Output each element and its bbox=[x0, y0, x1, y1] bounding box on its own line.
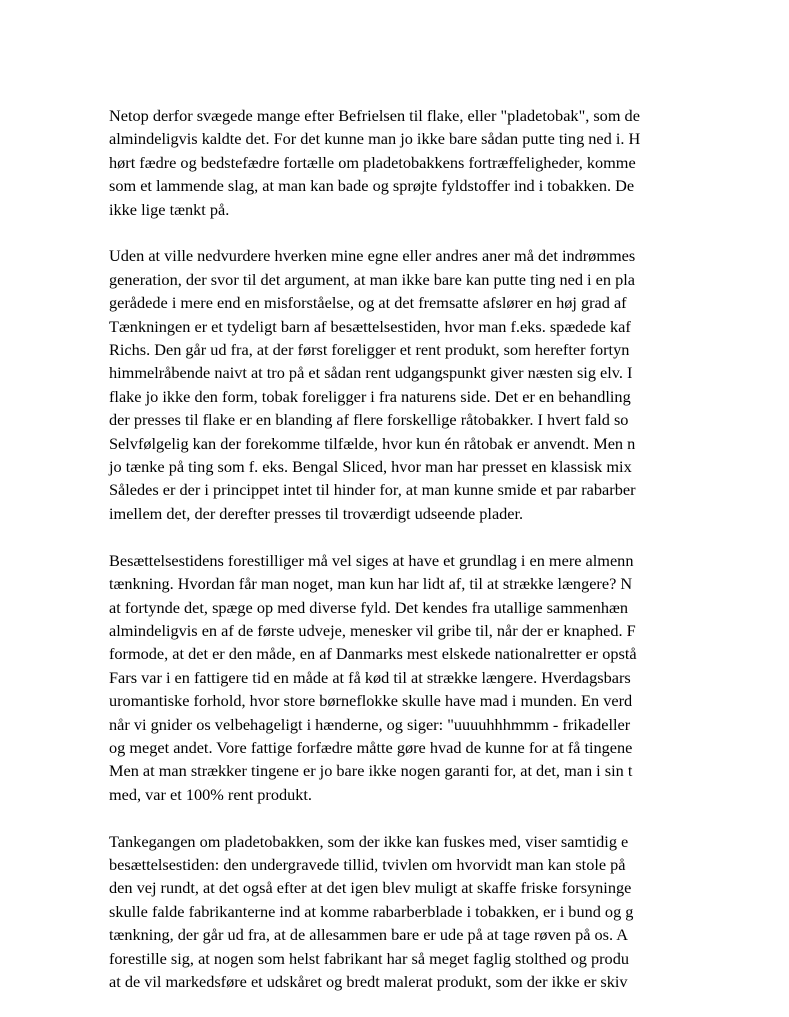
text-line: Men at man strækker tingene er jo bare ikke nogen garanti for, at det, man i sin t bbox=[109, 761, 633, 781]
text-line: flake jo ikke den form, tobak foreligger i fra naturens side. Det er en behandling bbox=[109, 386, 631, 406]
text-line: Uden at ville nedvurdere hverken mine egne eller andres aner må det indrømmes bbox=[109, 246, 636, 266]
text-line: når vi gnider os velbehageligt i hænderne, og siger: "uuuuhhhmmm - frikadeller bbox=[109, 714, 631, 734]
text-line: med, var et 100% rent produkt. bbox=[109, 784, 313, 804]
text-line: almindeligvis en af de første udveje, menesker vil gribe til, når der er knaphed. F bbox=[109, 620, 636, 640]
text-line: Tænkningen er et tydeligt barn af besættelsestiden, hvor man f.eks. spædede kaf bbox=[109, 316, 631, 336]
text-line: som et lammende slag, at man kan bade og sprøjte fyldstoffer ind i tobakken. De bbox=[109, 176, 635, 196]
text-line: jo tænke på ting som f. eks. Bengal Sliced, hvor man har presset en klassisk mix bbox=[109, 457, 632, 477]
text-line: besættelsestiden: den undergravede tillid, tvivlen om hvorvidt man kan stole på bbox=[109, 854, 626, 874]
text-line: formode, at det er den måde, en af Danmarks mest elskede nationalretter er opstå bbox=[109, 644, 637, 664]
paragraph-3 bbox=[109, 549, 789, 806]
paragraph-2 bbox=[109, 244, 789, 525]
text-line: tænkning, der går ud fra, at de allesammen bare er ude på at tage røven på os. A bbox=[109, 925, 628, 945]
text-line: og meget andet. Vore fattige forfædre måtte gøre hvad de kunne for at få tingene bbox=[109, 737, 633, 757]
text-line: at de vil markedsføre et udskåret og bredt malerat produkt, som der ikke er skiv bbox=[109, 971, 628, 991]
text-line: Således er der i princippet intet til hinder for, at man kunne smide et par rabarber bbox=[109, 480, 636, 500]
text-line: tænkning. Hvordan får man noget, man kun har lidt af, til at strække længere? N bbox=[109, 574, 633, 594]
text-line: Fars var i en fattigere tid en måde at få kød til at strække længere. Hverdagsbars bbox=[109, 667, 631, 687]
text-line: generation, der svor til det argument, at man ikke bare kan putte ting ned i en pla bbox=[109, 269, 635, 289]
text-line: ikke lige tænkt på. bbox=[109, 199, 230, 219]
text-line: at fortynde det, spæge op med diverse fyld. Det kendes fra utallige sammenhæn bbox=[109, 597, 629, 617]
text-line: hørt fædre og bedstefædre fortælle om pladetobakkens fortræffeligheder, komme bbox=[109, 152, 636, 172]
text-line: almindeligvis kaldte det. For det kunne man jo ikke bare sådan putte ting ned i. H bbox=[109, 129, 641, 149]
text-line: uromantiske forhold, hvor store børneflokke skulle have mad i munden. En verd bbox=[109, 691, 633, 711]
text-line: himmelråbende naivt at tro på et sådan rent udgangspunkt giver næsten sig elv. I bbox=[109, 363, 633, 383]
text-line: Selvfølgelig kan der forekomme tilfælde, hvor kun én råtobak er anvendt. Men n bbox=[109, 433, 636, 453]
text-line: Richs. Den går ud fra, at der først foreligger et rent produkt, som herefter fortyn bbox=[109, 340, 630, 360]
text-line: forestille sig, at nogen som helst fabrikant har så meget faglig stolthed og produ bbox=[109, 948, 629, 968]
text-line: den vej rundt, at det også efter at det igen blev muligt at skaffe friske forsyninge bbox=[109, 878, 632, 898]
body-text bbox=[109, 104, 789, 1017]
text-line: Netop derfor svægede mange efter Befrielsen til flake, eller "pladetobak", som de bbox=[109, 106, 640, 125]
paragraph-1 bbox=[109, 104, 789, 221]
text-line: der presses til flake er en blanding af flere forskellige råtobakker. I hvert fald so bbox=[109, 410, 629, 430]
text-line: imellem det, der derefter presses til troværdigt udseende plader. bbox=[109, 503, 524, 523]
text-line: gerådede i mere end en misforståelse, og at det fremsatte afslører en høj grad af bbox=[109, 293, 627, 313]
text-line: Besættelsestidens forestilliger må vel siges at have et grundlag i en mere almenn bbox=[109, 550, 634, 570]
text-line: skulle falde fabrikanterne ind at komme rabarberblade i tobakken, er i bund og g bbox=[109, 901, 634, 921]
text-line: Tankegangen om pladetobakken, som der ikke kan fuskes med, viser samtidig e bbox=[109, 831, 629, 851]
paragraph-4 bbox=[109, 830, 789, 994]
